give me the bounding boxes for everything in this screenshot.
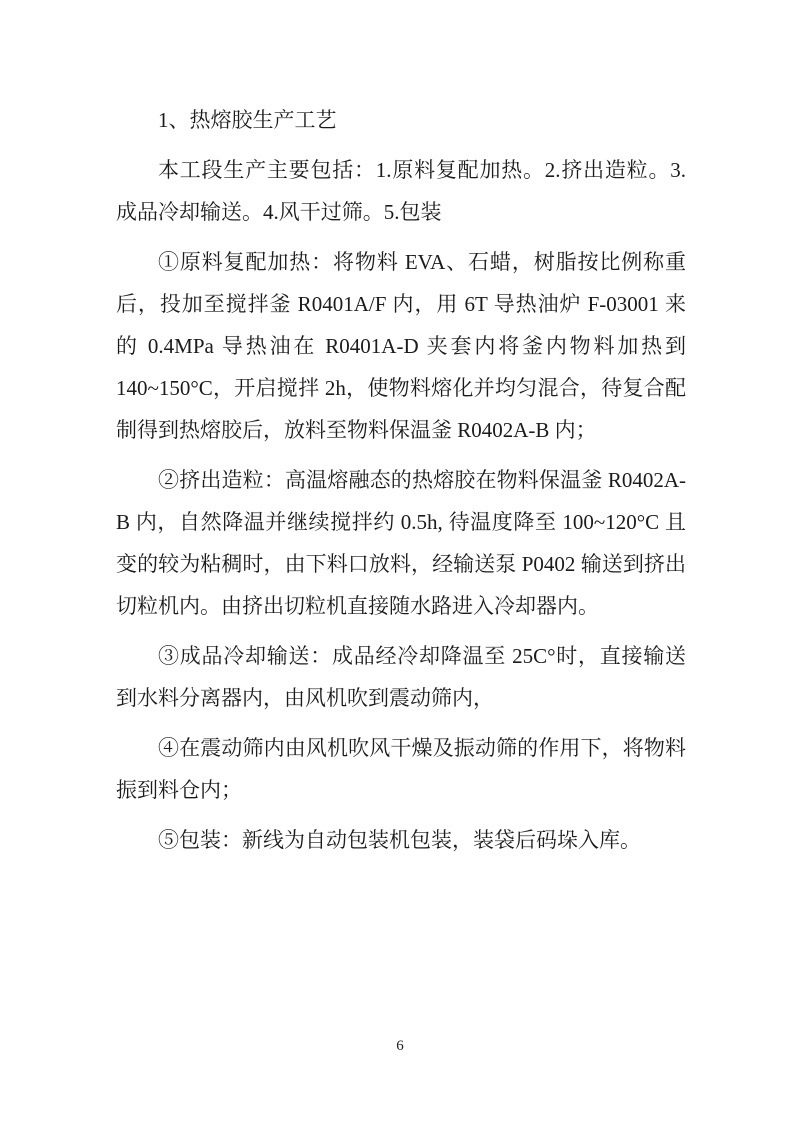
page-number: 6 (396, 1038, 404, 1054)
paragraph-step3-cooling-transport: ③成品冷却输送：成品经冷却降温至 25C°时，直接输送到水料分离器内，由风机吹到震动筛内， (116, 644, 686, 710)
paragraph-step2-extrusion-pelletizing: ②挤出造粒：高温熔融态的热熔胶在物料保温釜 R0402A-B 内，自然降温并继续搅拌约 0.5h, 待温度降至 100~120°C 且变的较为粘稠时，由下料口放料，经输送泵 P0402 输送到挤出切粒机内。由挤出切粒机直接随水路进入冷却器内。 (116, 468, 686, 618)
paragraph-step4-drying-screening: ④在震动筛内由风机吹风干燥及振动筛的作用下，将物料振到料仓内； (116, 736, 686, 802)
paragraph-step1-material-heating: ①原料复配加热：将物料 EVA、石蜡，树脂按比例称重后，投加至搅拌釜 R0401A/F 内，用 6T 导热油炉 F-03001 来的 0.4MPa 导热油在 R0401A-D 夹套内将釜内物料加热到 140~150°C，开启搅拌 2h，使物料熔化并均匀混合，待复合配制得到热熔胶后，放料至物料保温釜 R0402A-B 内； (116, 250, 686, 442)
paragraph-step5-packaging: ⑤包装：新线为自动包装机包装，装袋后码垛入库。 (158, 828, 641, 852)
section-heading: 1、热熔胶生产工艺 (158, 108, 337, 132)
document-body (116, 99, 686, 869)
paragraph-overview: 本工段生产主要包括：1.原料复配加热。2.挤出造粒。3.成品冷却输送。4.风干过筛。5.包装 (116, 158, 686, 224)
